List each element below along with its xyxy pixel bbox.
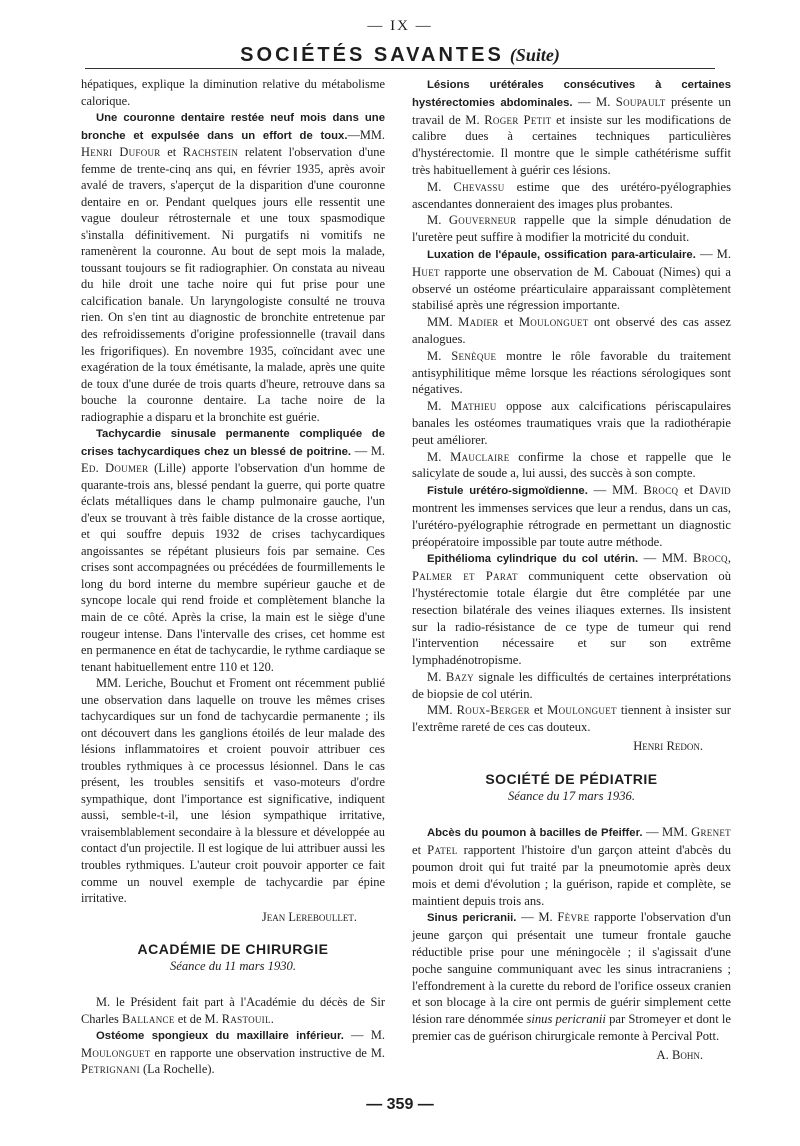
article-title: Tachycardie sinusale permanente compliquée de crises tachycardiques chez un blessé de poitrine. xyxy=(81,428,385,458)
author-name: Palmer et Parat xyxy=(412,569,518,584)
header-title: SOCIÉTÉS SAVANTES xyxy=(240,44,504,66)
article-abces-poumon: Abcès du poumon à bacilles de Pfeiffer. — MM. Grenet et Patel rapportent l'histoire d'un garçon atteint d'abcès du poumon droit qui fut traité par la pneumotomie après deux mois et demi d'évolution ; la guérison, rapide et complète, se maintient depuis trois ans. xyxy=(412,825,731,908)
signature: Henri Redon. xyxy=(633,739,703,754)
italic-term: sinus pericranii xyxy=(526,1012,606,1027)
discussion-paragraph: M. Bazy signale les difficultés de certaines interprétations de biopsie de col utérin. xyxy=(412,669,731,701)
author-name: Brocq xyxy=(692,551,728,566)
academie-announcement: M. le Président fait part à l'Académie du décès de Sir Charles Ballance et de M. Rastouil. xyxy=(81,995,385,1026)
article-title: Epithélioma cylindrique du col utérin. xyxy=(427,553,639,566)
author-name: David xyxy=(699,483,731,498)
session-date: Séance du 11 mars 1930. xyxy=(169,958,297,973)
article-tachycardie: Tachycardie sinusale permanente compliquée de crises tachycardiques chez un blessé de poitrine. — M. Ed. Doumer (Lille) apporte l'observation d'un homme de quarante-trois ans, blessé pendant la guerre, qui porte quatre éclats métalliques dans le champ pulmonaire gauche, l'un d'eux se trouvant à très faible distance de la crosse aortique, et qui souffre depuis 1932 de crises tachycardiques angoissantes se répétant plusieurs fois par semaine. Ces crises sont accompagnées ou précédées de fourmillements le long du bord interne du membre supérieur gauche et de syncope locale qui rend froide et complètement blanche la main de ce côté. Après la crise, la main est le siège d'une rougeur intense. Dans l'intervalle des crises, cet homme est en permanence en état de tachycardie, le rythme cardiaque se tenant habituellement entre 110 et 120. xyxy=(81,428,385,674)
article-title: Abcès du poumon à bacilles de Pfeiffer. xyxy=(427,827,643,840)
article-body: communiquent cette observation où l'hystérectomie totale élargie dut être complétée par une resection bilatérale des veines iliaques externes. Ils insistent sur la radio-résistance de ce type de tumeur qui rend l'intervention nécessaire et sur son extrême lymphadénotropisme. xyxy=(412,569,731,668)
section-header xyxy=(0,44,800,67)
author-name: Huet xyxy=(412,264,440,279)
article-sinus-pericranii: Sinus pericranii. — M. Fèvre rapporte l'observation d'un jeune garçon qui présentait une tumeur frontale gauche réductible prise pour une méningocèle ; il s'agissait d'une poche sanguine communiquant avec les sinus intracraniens ; l'effondrement à la curette du rebord de l'orifice osseux cranien et son blocage à la cire ont permis de guérir simplement cette lésion rare dénommée sinus pericranii par Stromeyer et dont le premier cas de guérison chirurgicale remonte à Percival Pott. xyxy=(412,910,732,1044)
left-column xyxy=(81,76,385,1078)
author-name: Henri Dufour xyxy=(81,145,161,160)
right-column xyxy=(412,76,731,1064)
article-body: montrent les immenses services que leur a rendus, dans un cas, l'urétéro-pyélographie rétrograde en permettant un diagnostic préopératoire impossible par toute autre méthode. xyxy=(412,500,731,549)
article-title: Lésions urétérales consécutives à certaines hystérectomies abdominales. xyxy=(412,79,731,109)
article-title: Luxation de l'épaule, ossification para-articulaire. xyxy=(427,248,696,261)
article-paragraph: MM. Leriche, Bouchut et Froment ont récemment publié une observation dans laquelle on trouve les mêmes crises tachycardiques sur un fond de tachycardie permanente ; ils ont découvert dans les ganglions étoilés de leur malade des lésions inflammatoires et croient pouvoir attribuer ces troubles rythmiques à ce processus lésionnel. Dans le cas présent, les troubles sensitifs et vaso-moteurs d'ordre sympathique, dont l'importance est significative, indiquent aussi, semble-t-il, une lésion sympathique irritative, vraisemblablement secondaire à la blessure et développée au contact d'un projectile. Il est logique de lui attribuer aussi les troubles rythmiques. L'auteur croit pouvoir apporter ce fait comme un nouvel exemple de tachycardie par épine irritative. xyxy=(81,676,385,906)
discussion-paragraph: M. Mauclaire confirme la chose et rappelle que le salicylate de soude a, lui aussi, des succès à son compte. xyxy=(412,449,731,481)
article-couronne-dentaire: Une couronne dentaire restée neuf mois dans une bronche et expulsée dans un effort de toux.—MM. Henri Dufour et Rachstein relatent l'observation d'une femme de trente-cinq ans qui, en février 1935, après avoir avalé de travers, s'aperçut de la disparition d'une couronne dentaire en or. Pendant quelques jours elle ressentit une vague douleur rétrosternale et une toux spasmodique s'installa définitivement. Ni purgatifs ni vomitifs ne ramenèrent la couronne. Au bout de sept mois la malade, toussant toujours se fit radiographier. On constata au niveau du hile droit une tache noire qui fut prise pour une calcification banale. Un laryngologiste consulté ne trouva rien. On s'en tint au diagnostic de bronchite entretenue par des refroidissements d'origine professionnelle (travail dans les frigorifiques). En novembre 1935, coïncidant avec une exagération de la toux émétisante, la malade, après une quite de toux d'une durée de trois quarts d'heure, retrouve dans sa bouche la couronne dentaire. La tache noire de la radiographie a disparu et la bronchite est guérie. xyxy=(81,112,385,424)
discussion-paragraph: M. Chevassu estime que des urétéro-pyélographies ascendantes donneraient des images plus probantes. xyxy=(412,179,732,211)
author-name: Moulonguet xyxy=(81,1045,151,1060)
article-body: rapportent l'histoire d'un garçon atteint d'abcès du poumon droit qui fut traité par la pneumotomie après deux mois et demi d'évolution ; la guérison, rapide et complète, se maintient depuis trois ans. xyxy=(412,843,731,908)
discussion-paragraph: M. Mathieu oppose aux calcifications périscapulaires banales les ostéomes traumatiques vrais que la radiothérapie peut améliorer. xyxy=(412,399,731,447)
discussion-paragraph: MM. Madier et Moulonguet ont observé des cas assez analogues. xyxy=(412,315,731,346)
author-name: Brocq xyxy=(643,483,679,498)
article-title: Fistule urétéro-sigmoïdienne. xyxy=(427,485,588,498)
article-osteome: Ostéome spongieux du maxillaire inférieur. — M. Moulonguet en rapporte une observation instructive de M. Petrignani (La Rochelle). xyxy=(81,1028,385,1077)
article-body: relatent l'observation d'une femme de trente-cinq ans qui, en février 1935, après avoir avalé de travers, s'aperçut de la disparition d'une couronne dentaire en or. Pendant quelques jours elle ressentit une vague douleur rétrosternale et une toux spasmodique s'installa définitivement. Ni purgatifs ni vomitifs ne ramenèrent la couronne. Au bout de sept mois la malade, toussant toujours se fit radiographier. On constata au niveau du hile droit une tache noire qui fut prise pour une calcification banale. Un laryngologiste consulté ne trouva rien. On s'en tint au diagnostic de bronchite entretenue par des refroidissements d'origine professionnelle (travail dans les frigorifiques). En novembre 1935, coïncidant avec une exagération de la toux émétisante, la malade, après une quite de toux d'une durée de trois quarts d'heure, retrouve dans sa bouche la couronne dentaire. La tache noire de la radiographie a disparu et la bronchite est guérie. xyxy=(81,145,385,424)
article-title: Sinus pericranii. xyxy=(427,912,517,925)
discussion-paragraph: M. Gouverneur rappelle que la simple dénudation de l'uretère peut suffire à modifier la motricité du conduit. xyxy=(412,213,731,245)
author-name: Patel xyxy=(427,843,458,858)
page-number: — 359 — xyxy=(366,1096,434,1113)
article-body: rapporte l'observation d'un jeune garçon qui présentait une tumeur frontale gauche réductible prise pour une méningocèle ; il s'agissait d'une poche sanguine communiquant avec les sinus intracraniens ; l'effondrement à la curette du rebord de l'orifice osseux cranien et son blocage à la cire ont permis de guérir simplement cette lésion rare dénommée xyxy=(412,910,732,1027)
author-name: Grenet xyxy=(691,825,731,840)
article-luxation-epaule: Luxation de l'épaule, ossification para-articulaire. — M. Huet rapporte une observation de M. Cabouat (Nimes) qui a observé un ostéome préarticulaire apparaissant complètement stabilisé après une régression importante. xyxy=(412,246,731,313)
discussion-paragraph: MM. Roux-Berger et Moulonguet tiennent à insister sur l'extrême rareté de ces cas douteux. xyxy=(412,703,731,735)
roman-page-number: — IX — xyxy=(367,18,433,34)
signature: A. Bohn. xyxy=(656,1047,703,1062)
author-name: Soupault xyxy=(615,94,666,109)
signature: Jean Lereboullet. xyxy=(261,909,357,924)
header-suite: (Suite) xyxy=(509,45,560,65)
article-title: Une couronne dentaire restée neuf mois dans une bronche et expulsée dans un effort de toux. xyxy=(81,112,385,142)
article-lesions-ureterales: Lésions urétérales consécutives à certaines hystérectomies abdominales. — M. Soupault présente un travail de M. Roger Petit et insiste sur les modifications de calibre dues à certaines techniques particulières d'hystérectomie. Il montre que le simple cathétérisme suffit très habituellement à guérir ces lésions. xyxy=(412,79,731,177)
continued-paragraph: hépatiques, explique la diminution relative du métabolisme calorique. xyxy=(81,77,385,108)
author-name: Rachstein xyxy=(182,145,239,160)
article-body: et insiste sur les modifications de calibre dues à certaines techniques particulières d'hystérectomie. Il montre que le simple cathétérisme suffit très habituellement à guérir ces lésions. xyxy=(412,112,731,177)
header-rule xyxy=(85,68,715,69)
article-body: (Lille) apporte l'observation d'un homme de quarante-trois ans, blessé pendant la guerre, qui porte quatre éclats métalliques dans le champ pulmonaire gauche, l'un d'eux se trouvant à très faible distance de la crosse aortique, et qui souffre depuis 1932 de crises tachycardiques angoissantes se répétant plusieurs fois par semaine. Ces crises sont accompagnées ou précédées de fourmillements le long du bord interne du membre supérieur gauche et de syncope locale qui rend froide et complètement blanche la main de ce côté. Après la crise, la main est le siège d'une rougeur intense. Dans l'intervalle des crises, cet homme est en permanence en état de tachycardie, le rythme cardiaque se tenant habituellement entre 110 et 120. xyxy=(81,461,385,674)
article-epithelioma: Epithélioma cylindrique du col utérin. — MM. Brocq, Palmer et Parat communiquent cette observation où l'hystérectomie totale élargie dut être complétée par une resection bilatérale des veines iliaques externes. Ils insistent sur la radio-résistance de ce type de tumeur qui rend l'intervention nécessaire et sur son extrême lymphadénotropisme. xyxy=(412,551,731,668)
discussion-paragraph: M. Senèque montre le rôle favorable du traitement antisyphilitique même lorsque les réactions sérologiques sont négatives. xyxy=(412,348,731,397)
article-title: Ostéome spongieux du maxillaire inférieur. xyxy=(96,1030,344,1043)
article-body: rapporte une observation de M. Cabouat (Nimes) qui a observé un ostéome préarticulaire apparaissant complètement stabilisé après une régression importante. xyxy=(412,264,731,313)
session-date: Séance du 17 mars 1936. xyxy=(508,788,635,803)
author-name: Ed. Doumer xyxy=(81,461,149,476)
article-fistule: Fistule urétéro-sigmoïdienne. — MM. Brocq et David montrent les immenses services que leur a rendus, dans un cas, l'urétéro-pyélographie rétrograde en permettant un diagnostic préopératoire impossible par toute autre méthode. xyxy=(412,483,731,549)
section-title-pediatrie: SOCIÉTÉ DE PÉDIATRIE xyxy=(485,770,658,787)
author-name: Fèvre xyxy=(557,910,590,925)
section-title-academie: ACADÉMIE DE CHIRURGIE xyxy=(137,941,329,958)
